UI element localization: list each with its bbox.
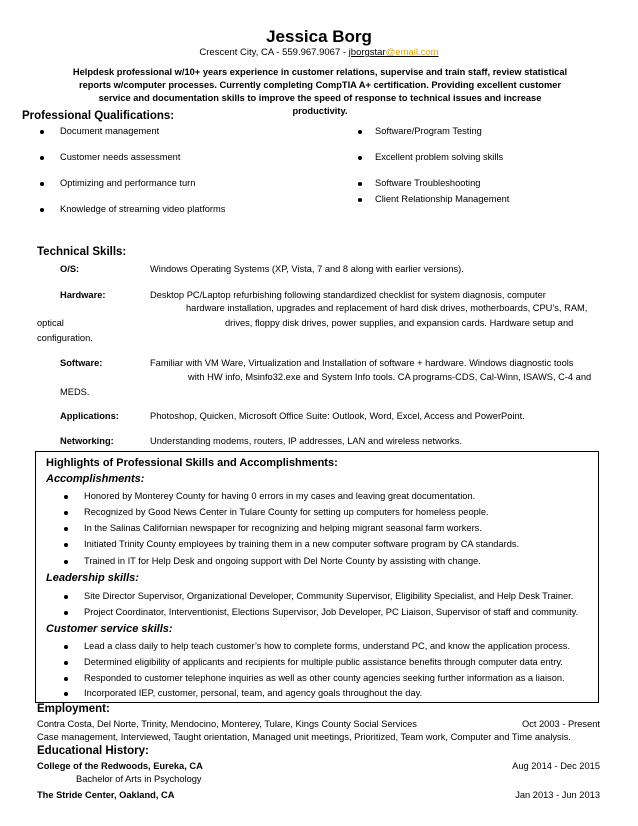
qualifications-heading: Professional Qualifications:	[22, 110, 175, 122]
technical-heading: Technical Skills:	[37, 246, 127, 258]
accomplishments-heading: Accomplishments:	[46, 473, 145, 485]
bullet-icon	[358, 198, 362, 202]
applications-label: Applications:	[60, 411, 119, 421]
bullet-icon	[358, 130, 362, 134]
leadership-item: Site Director Supervisor, Organizational Developer, Community Supervisor, Eligibility Specialist, and Help Desk Trainer.	[84, 591, 574, 601]
summary: Helpdesk professional w/10+ years experience in customer relations, supervise and train staff, review statistical reports w/computer processes. Currently completing CompTIA A+ certification. Providing excellent customer service and documentation skills to improve the speed of response to technical issues and increase productivity.	[72, 67, 568, 116]
hardware-line: hardware installation, upgrades and replacement of hard disk drives, motherboards, CPU’s, RAM,	[186, 303, 588, 313]
bullet-icon	[64, 560, 68, 564]
bullet-icon	[64, 595, 68, 599]
qualification-item: Excellent problem solving skills	[375, 152, 504, 162]
qualification-item: Software Troubleshooting	[375, 178, 481, 188]
school-dates: Jan 2013 - Jun 2013	[515, 790, 600, 800]
qualification-item: Document management	[60, 126, 160, 136]
education-heading: Educational History:	[37, 745, 149, 757]
hardware-label: Hardware:	[60, 290, 106, 300]
qualification-item: Optimizing and performance turn	[60, 178, 196, 188]
bullet-icon	[64, 661, 68, 665]
employment-dates: Oct 2003 - Present	[521, 719, 600, 729]
contact-info: Crescent City, CA - 559.967.9067 -	[199, 47, 349, 58]
accomplishment-item: In the Salinas Californian newspaper for recognizing and helping migrant seasonal farm workers.	[84, 523, 482, 533]
os-label: O/S:	[60, 264, 80, 274]
bullet-icon	[64, 645, 68, 649]
accomplishment-item: Initiated Trinity County employees by training them in a new computer software program by CA standards.	[84, 539, 520, 549]
bullet-icon	[40, 156, 44, 160]
school-name: The Stride Center, Oakland, CA	[37, 790, 175, 800]
employment-heading: Employment:	[37, 703, 110, 715]
bullet-icon	[64, 677, 68, 681]
bullet-icon	[40, 182, 44, 186]
contact-line	[0, 47, 638, 58]
resume-name: Jessica Borg	[266, 27, 372, 46]
school-dates: Aug 2014 - Dec 2015	[512, 761, 600, 771]
software-label: Software:	[60, 358, 103, 368]
customer-service-heading: Customer service skills:	[46, 623, 173, 635]
employment-line: Contra Costa, Del Norte, Trinity, Mendocino, Monterey, Tulare, Kings County Social Services	[37, 719, 417, 729]
bullet-icon	[358, 182, 362, 186]
hardware-line: Desktop PC/Laptop refurbishing following standardized checklist for system diagnosis, computer	[150, 290, 546, 300]
email-domain: @email.com	[385, 47, 439, 58]
qualification-item: Software/Program Testing	[375, 126, 482, 136]
bullet-icon	[64, 495, 68, 499]
accomplishment-item: Honored by Monterey County for having 0 errors in my cases and leaving great documentation.	[84, 491, 476, 501]
degree: Bachelor of Arts in Psychology	[76, 774, 202, 784]
networking-value: Understanding modems, routers, IP addresses, LAN and wireless networks.	[150, 436, 462, 446]
school-name: College of the Redwoods, Eureka, CA	[37, 761, 203, 771]
hardware-line: optical	[37, 318, 64, 328]
bullet-icon	[40, 130, 44, 134]
email-user: jborgstar	[348, 47, 386, 58]
applications-value: Photoshop, Quicken, Microsoft Office Suite: Outlook, Word, Excel, Access and PowerPoint.	[150, 411, 525, 421]
customer-service-item: Responded to customer telephone inquiries as well as other county agencies seeking further information as a liaison.	[84, 673, 565, 683]
highlights-heading: Highlights of Professional Skills and Accomplishments:	[46, 457, 338, 469]
bullet-icon	[64, 611, 68, 615]
customer-service-item: Lead a class daily to help teach customer’s how to complete forms, understand PC, and know the application process.	[84, 641, 570, 651]
bullet-icon	[358, 156, 362, 160]
bullet-icon	[64, 511, 68, 515]
bullet-icon	[64, 543, 68, 547]
hardware-line: configuration.	[37, 333, 93, 343]
qualification-item: Knowledge of streaming video platforms	[60, 204, 226, 214]
customer-service-item: Determined eligibility of applicants and recipients for multiple public assistance benefits through computer data entry.	[84, 657, 563, 667]
bullet-icon	[64, 527, 68, 531]
software-line: with HW info, Msinfo32.exe and System Info tools. CA programs-CDS, Cal-Winn, ISAWS, C-4 and	[188, 372, 592, 382]
accomplishment-item: Trained in IT for Help Desk and ongoing support with Del Norte County by assisting with change.	[84, 556, 481, 566]
leadership-item: Project Coordinator, Interventionist, Elections Supervisor, Job Developer, PC Liaison, Supervisor of staff and community.	[84, 607, 579, 617]
software-line: Familiar with VM Ware, Virtualization and Installation of software + hardware. Windows diagnostic tools	[150, 358, 574, 368]
customer-service-item: Incorporated IEP, customer, personal, team, and agency goals throughout the day.	[84, 688, 423, 698]
software-line: MEDS.	[60, 387, 90, 397]
os-value: Windows Operating Systems (XP, Vista, 7 and 8 along with earlier versions).	[150, 264, 464, 274]
employment-duties: Case management, Interviewed, Taught orientation, Managed unit meetings, Prioritized, Team work, Computer and Time analysis.	[37, 732, 571, 742]
networking-label: Networking:	[60, 436, 114, 446]
accomplishment-item: Recognized by Good News Center in Tulare County for setting up computers for homeless people.	[84, 507, 489, 517]
email-link[interactable]	[349, 47, 439, 58]
qualification-item: Client Relationship Management	[375, 194, 510, 204]
qualification-item: Customer needs assessment	[60, 152, 181, 162]
bullet-icon	[40, 208, 44, 212]
bullet-icon	[64, 692, 68, 696]
hardware-line: drives, floppy disk drives, power supplies, and expansion cards. Hardware setup and	[225, 318, 574, 328]
leadership-heading: Leadership skills:	[46, 572, 139, 584]
